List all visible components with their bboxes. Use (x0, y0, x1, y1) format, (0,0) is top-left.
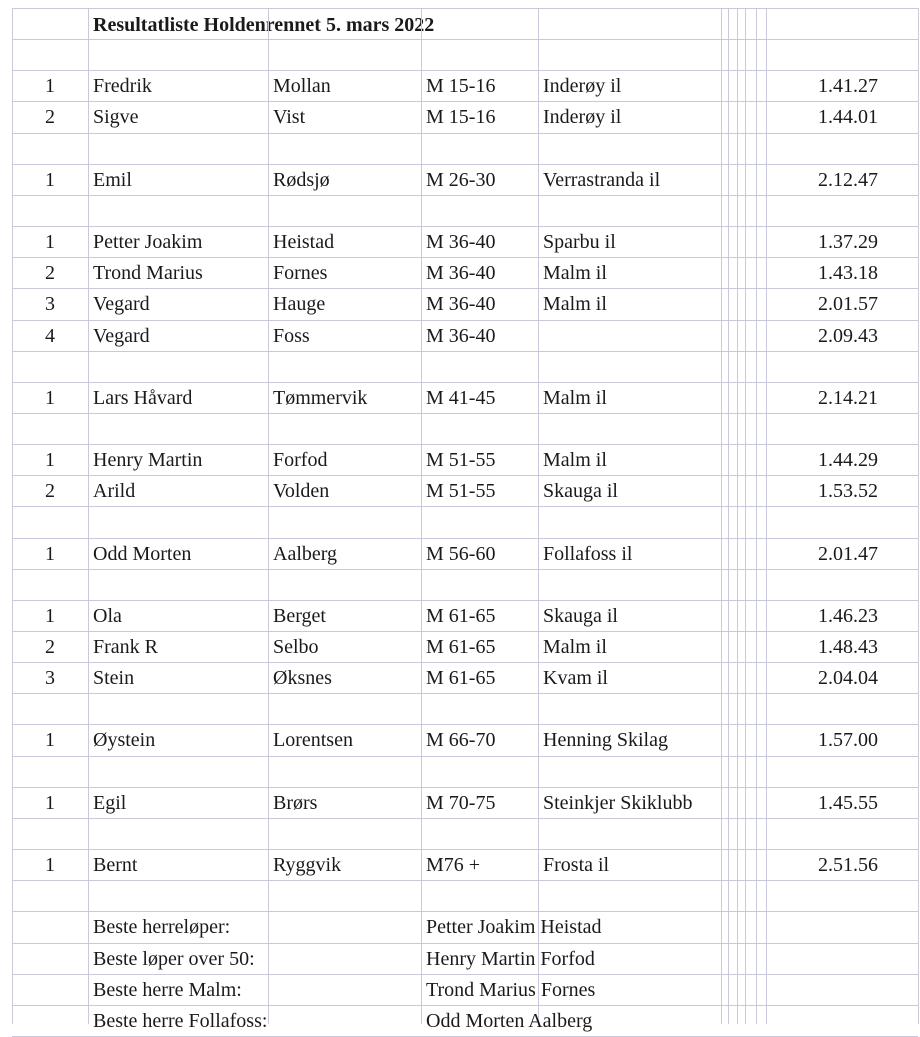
result-cell-time[interactable]: 2.09.43 (818, 324, 878, 347)
result-cell-club[interactable]: Sparbu il (543, 231, 616, 254)
result-cell-last[interactable]: Vist (273, 106, 306, 129)
result-cell-time[interactable]: 1.44.29 (818, 449, 878, 472)
result-cell-last[interactable]: Heistad (273, 231, 335, 254)
result-cell-place[interactable]: 1 (45, 449, 55, 472)
result-cell-class[interactable]: M 41-45 (426, 386, 496, 409)
result-cell-club[interactable]: Inderøy il (543, 106, 622, 129)
result-cell-time[interactable]: 1.37.29 (818, 231, 878, 254)
result-cell-last[interactable]: Forfod (273, 449, 328, 472)
result-cell-time[interactable]: 2.12.47 (818, 168, 878, 191)
sheet-title: Resultatliste Holdenrennet 5. mars 2022 (93, 14, 435, 36)
result-cell-class[interactable]: M76 + (426, 854, 481, 877)
grid-line-horizontal (12, 8, 918, 9)
result-cell-first[interactable]: Sigve (93, 106, 139, 129)
result-cell-class[interactable]: M 51-55 (426, 449, 496, 472)
result-cell-time[interactable]: 2.14.21 (818, 386, 878, 409)
result-cell-last[interactable]: Fornes (273, 262, 328, 285)
result-cell-club[interactable]: Malm il (543, 636, 607, 658)
summary-label[interactable]: Beste løper over 50: (93, 947, 255, 970)
summary-value[interactable]: Odd Morten Aalberg (426, 1009, 593, 1032)
result-cell-first[interactable]: Henry Martin (93, 449, 203, 472)
result-cell-club[interactable]: Inderøy il (543, 75, 622, 98)
summary-label[interactable]: Beste herreløper: (93, 916, 231, 939)
result-cell-time[interactable]: 1.44.01 (818, 106, 878, 129)
result-cell-place[interactable]: 1 (45, 386, 55, 409)
result-cell-class[interactable]: M 51-55 (426, 480, 496, 503)
result-cell-last[interactable]: Lorentsen (273, 729, 353, 752)
result-cell-club[interactable]: Malm il (543, 449, 607, 472)
result-cell-time[interactable]: 1.48.43 (818, 636, 878, 658)
result-cell-club[interactable]: Frosta il (543, 854, 610, 877)
result-cell-last[interactable]: Ryggvik (273, 854, 342, 877)
grid-line-vertical (745, 8, 746, 1024)
result-cell-first[interactable]: Lars Håvard (93, 386, 193, 409)
result-cell-first[interactable]: Petter Joakim (93, 231, 203, 254)
result-cell-place[interactable]: 2 (45, 480, 55, 503)
result-cell-last[interactable]: Mollan (273, 75, 331, 98)
grid-line-vertical (766, 8, 767, 1024)
result-cell-club[interactable]: Kvam il (543, 667, 608, 690)
result-cell-place[interactable]: 1 (45, 854, 55, 877)
summary-label[interactable]: Beste herre Follafoss: (93, 1009, 268, 1032)
result-cell-first[interactable]: Øystein (93, 729, 156, 752)
result-cell-first[interactable]: Odd Morten (93, 542, 192, 565)
result-cell-last[interactable]: Volden (273, 480, 330, 503)
result-cell-first[interactable]: Vegard (93, 293, 150, 316)
result-cell-class[interactable]: M 66-70 (426, 729, 496, 752)
result-cell-club[interactable]: Malm il (543, 386, 607, 409)
result-cell-first[interactable]: Bernt (93, 854, 138, 877)
grid-line-vertical (88, 8, 89, 1024)
result-cell-time[interactable]: 1.45.55 (818, 791, 878, 814)
grid-line-vertical (918, 8, 919, 1024)
result-cell-place[interactable]: 4 (45, 324, 55, 347)
summary-value[interactable]: Henry Martin Forfod (426, 947, 595, 970)
result-cell-last[interactable]: Aalberg (273, 542, 338, 565)
result-cell-club[interactable]: Follafoss il (543, 542, 633, 565)
result-cell-club[interactable]: Malm il (543, 293, 607, 316)
result-cell-time[interactable]: 1.57.00 (818, 729, 878, 752)
result-cell-first[interactable]: Arild (93, 480, 136, 503)
result-cell-first[interactable]: Frank R (93, 636, 158, 658)
result-cell-place[interactable]: 1 (45, 542, 55, 565)
result-cell-last[interactable]: Øksnes (273, 667, 332, 690)
result-cell-club[interactable]: Skauga il (543, 480, 618, 503)
result-cell-first[interactable]: Emil (93, 168, 132, 191)
result-cell-class[interactable]: M 36-40 (426, 262, 496, 285)
result-cell-last[interactable]: Brørs (273, 791, 318, 814)
result-cell-class[interactable]: M 26-30 (426, 168, 496, 191)
result-cell-first[interactable]: Vegard (93, 324, 150, 347)
result-cell-class[interactable]: M 36-40 (426, 324, 496, 347)
result-cell-first[interactable]: Stein (93, 667, 135, 690)
result-cell-place[interactable]: 1 (45, 791, 55, 814)
result-cell-place[interactable]: 1 (45, 729, 55, 752)
result-cell-class[interactable]: M 70-75 (426, 791, 496, 814)
result-cell-time[interactable]: 1.53.52 (818, 480, 878, 503)
result-cell-last[interactable]: Selbo (273, 636, 319, 658)
result-cell-club[interactable]: Henning Skilag (543, 729, 668, 752)
result-cell-club[interactable]: Malm il (543, 262, 607, 285)
result-cell-last[interactable]: Foss (273, 324, 310, 347)
result-cell-time[interactable]: 2.51.56 (818, 854, 878, 877)
result-cell-place[interactable]: 1 (45, 168, 55, 191)
result-cell-place[interactable]: 2 (45, 262, 55, 285)
result-cell-time[interactable]: 2.04.04 (818, 667, 878, 690)
result-cell-place[interactable]: 3 (45, 667, 55, 690)
result-cell-last[interactable]: Berget (273, 604, 326, 627)
result-cell-first[interactable]: Egil (93, 791, 127, 814)
result-cell-place[interactable]: 2 (45, 106, 55, 129)
result-cell-first[interactable]: Trond Marius (93, 262, 203, 285)
grid-line-vertical (268, 8, 269, 1024)
grid-line-vertical (737, 8, 738, 1024)
grid-line-horizontal (12, 39, 918, 40)
result-cell-club[interactable]: Steinkjer Skiklubb (543, 791, 693, 814)
result-cell-last[interactable]: Rødsjø (273, 168, 330, 191)
result-cell-time[interactable]: 1.41.27 (818, 75, 878, 98)
result-cell-first[interactable]: Ola (93, 604, 122, 627)
result-cell-club[interactable]: Skauga il (543, 604, 618, 627)
result-cell-time[interactable]: 2.01.57 (818, 293, 878, 316)
result-cell-first[interactable]: Fredrik (93, 75, 152, 98)
result-cell-class[interactable]: M 61-65 (426, 604, 496, 627)
grid-line-vertical (538, 8, 539, 1024)
grid-line-vertical (421, 8, 422, 1024)
result-cell-place[interactable]: 1 (45, 604, 55, 627)
grid-line-vertical (721, 8, 722, 1024)
result-cell-class[interactable]: M 15-16 (426, 75, 496, 98)
result-cell-class[interactable]: M 15-16 (426, 106, 496, 129)
grid-line-vertical (728, 8, 729, 1024)
result-cell-time[interactable]: 2.01.47 (818, 542, 878, 565)
result-cell-last[interactable]: Tømmervik (273, 386, 368, 409)
grid-line-vertical (756, 8, 757, 1024)
result-cell-class[interactable]: M 36-40 (426, 231, 496, 254)
result-cell-place[interactable]: 1 (45, 231, 55, 254)
result-cell-place[interactable]: 2 (45, 636, 55, 658)
result-cell-place[interactable]: 3 (45, 293, 55, 316)
result-cell-place[interactable]: 1 (45, 75, 55, 98)
result-cell-time[interactable]: 1.46.23 (818, 604, 878, 627)
summary-value[interactable]: Petter Joakim Heistad (426, 916, 602, 939)
result-cell-class[interactable]: M 56-60 (426, 542, 496, 565)
result-cell-time[interactable]: 1.43.18 (818, 262, 878, 285)
summary-value[interactable]: Trond Marius Fornes (426, 978, 596, 1001)
result-cell-last[interactable]: Hauge (273, 293, 326, 316)
result-cell-club[interactable]: Verrastranda il (543, 168, 661, 191)
result-cell-class[interactable]: M 36-40 (426, 293, 496, 316)
summary-label[interactable]: Beste herre Malm: (93, 978, 242, 1001)
result-cell-class[interactable]: M 61-65 (426, 667, 496, 690)
result-cell-class[interactable]: M 61-65 (426, 636, 496, 658)
